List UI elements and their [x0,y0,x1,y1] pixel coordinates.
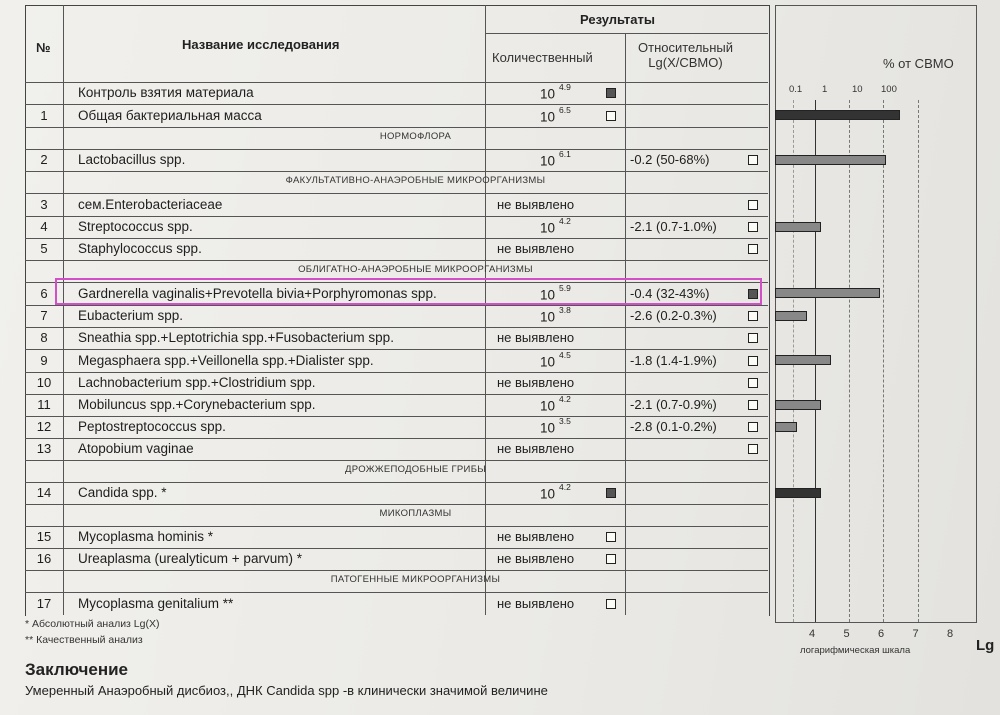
not-detected-label: не выявлено [497,375,575,390]
test-name: Lachnobacterium spp.+Clostridium spp. [78,375,316,390]
column-header-relative [638,40,733,70]
test-name: Lactobacillus spp. [78,152,186,167]
checkbox-marker [748,244,758,254]
row-number: 5 [40,241,48,256]
chart-bar [775,155,886,165]
quantitative-value: 10 $^{4.2}$ [540,216,571,236]
row-number: 8 [40,330,48,345]
percent-tick-label: 1 [822,84,828,95]
row-number: 11 [37,397,51,412]
relative-value: -2.8 (0.1-0.2%) [630,419,717,434]
test-name: Ureaplasma (urealyticum + parvum) * [78,551,302,566]
checkbox-marker [606,554,616,564]
row-divider [25,127,768,128]
quantitative-value: 10 $^{4.5}$ [540,349,571,369]
quantitative-value: 10 $^{4.9}$ [540,82,571,102]
quantitative-value: 10 $^{6.5}$ [540,104,571,124]
exponent: 5.9 [559,282,571,293]
quantitative-value: 10 $^{6.1}$ [540,149,571,169]
exponent: 4.5 [559,349,571,360]
divider [485,33,768,34]
test-name: Контроль взятия материала [78,85,254,100]
quantitative-value: 10 $^{4.2}$ [540,482,571,502]
chart-title: % от СВМО [883,56,954,71]
exponent: 4.2 [559,482,571,492]
not-detected-label: не выявлено [497,441,575,456]
row-number: 14 [36,485,52,500]
chart-bar [775,355,831,365]
row-number: 6 [40,285,48,301]
lg-tick-label: 5 [843,628,850,640]
row-divider [25,238,768,239]
test-name: Peptostreptococcus spp. [78,419,226,434]
test-name: Candida spp. * [78,485,167,500]
divider [25,82,768,83]
row-divider [25,416,768,417]
checkbox-marker [748,422,758,432]
row-number: 4 [40,219,48,234]
not-detected-label: не выявлено [497,330,575,345]
row-number: 7 [40,308,48,323]
section-header: ФАКУЛЬТАТИВНО-АНАЭРОБНЫЕ МИКРООРГАНИЗМЫ [285,175,546,186]
section-header: НОРМОФЛОРА [379,131,452,142]
quantitative-value: 10 $^{3.8}$ [540,305,571,325]
row-divider [25,460,768,461]
checkbox-marker [748,400,758,410]
row-divider [25,592,768,593]
section-header: МИКОПЛАЗМЫ [379,508,452,519]
row-number: 13 [36,441,52,456]
relative-header-line1: Относительный [638,40,733,55]
gridline [883,100,884,622]
not-detected-label: не выявлено [497,241,575,256]
percent-tick-label: 100 [881,84,897,95]
conclusion-text: Умеренный Анаэробный дисбиоз,, ДНК Candida spp -в клинически значимой величине [25,683,548,698]
test-name: Mycoplasma genitalium ** [78,595,234,611]
row-divider [25,372,768,373]
row-divider [25,504,768,505]
row-divider [25,526,768,527]
checkbox-marker [748,200,758,210]
percent-tick-label: 0.1 [789,84,803,95]
exponent: 6.5 [559,104,571,115]
relative-value: -2.1 (0.7-1.0%) [630,219,717,234]
test-name: Gardnerella vaginalis+Prevotella bivia+Porphyromonas spp. [78,285,437,301]
row-divider [25,216,768,217]
divider [625,33,626,615]
row-number: 2 [40,152,48,167]
section-header: ОБЛИГАТНО-АНАЭРОБНЫЕ МИКРООРГАНИЗМЫ [298,264,533,275]
row-number: 16 [36,551,52,566]
chart-bar [775,110,900,120]
checkbox-marker [748,444,758,454]
test-name: Staphylococcus spp. [78,241,202,256]
test-name: Streptococcus spp. [78,219,193,234]
lg-tick-label: 8 [947,628,954,640]
test-name: Megasphaera spp.+Veillonella spp.+Dialister spp. [78,352,374,368]
gridline [849,100,850,622]
checkbox-marker [606,488,616,498]
column-header-quantitative: Количественный [492,50,593,65]
relative-header-line2: Lg(X/СВМО) [648,55,723,70]
row-number: 15 [36,529,52,544]
quantitative-value: 10 $^{5.9}$ [540,282,571,302]
checkbox-marker [606,599,616,609]
footnote-qualitative: ** Качественный анализ [25,634,143,646]
relative-value: -2.1 (0.7-0.9%) [630,397,717,412]
divider [63,5,64,615]
row-divider [25,438,768,439]
not-detected-label: не выявлено [497,196,575,212]
test-name: Mobiluncus spp.+Corynebacterium spp. [78,397,316,412]
row-divider [25,171,768,172]
checkbox-marker [606,111,616,121]
checkbox-marker [748,155,758,165]
test-name: Sneathia spp.+Leptotrichia spp.+Fusobacterium spp. [78,330,394,345]
column-header-number: № [36,40,51,55]
checkbox-marker [748,222,758,232]
test-name: сем.Enterobacteriaceae [78,196,223,212]
relative-value: -0.4 (32-43%) [630,285,710,301]
row-divider [25,149,768,150]
test-name: Eubacterium spp. [78,308,184,323]
relative-value: -1.8 (1.4-1.9%) [630,352,717,368]
row-divider [25,327,768,328]
row-divider [25,482,768,483]
not-detected-label: не выявлено [497,595,575,611]
row-number: 9 [40,352,48,368]
gridline [918,100,919,622]
checkbox-marker [748,356,758,366]
section-header: ПАТОГЕННЫЕ МИКРООРГАНИЗМЫ [330,574,501,585]
exponent: 6.1 [559,149,571,159]
lg-axis-unit: Lg [976,637,995,654]
lg-tick-label: 4 [809,628,816,640]
exponent: 3.5 [559,416,571,426]
row-divider [25,570,768,571]
relative-value: -0.2 (50-68%) [630,152,710,167]
row-number: 1 [40,107,48,123]
row-number: 10 [36,375,52,390]
column-header-name: Название исследования [182,37,340,52]
percent-tick-label: 10 [852,84,863,95]
row-divider [25,260,768,261]
footnote-absolute: * Абсолютный анализ Lg(X) [25,618,160,630]
quantitative-value: 10 $^{3.5}$ [540,416,571,436]
chart-bar [775,311,807,321]
exponent: 4.2 [559,216,571,226]
chart-bar [775,400,821,410]
chart-bar [775,422,797,432]
quantitative-value: 10 $^{4.2}$ [540,394,571,414]
not-detected-label: не выявлено [497,529,575,544]
lg-axis-caption: логарифмическая шкала [800,645,911,656]
exponent: 3.8 [559,305,571,315]
highlight-marker [55,278,762,305]
test-name: Atopobium vaginae [78,441,194,456]
row-divider [25,193,768,194]
row-divider [25,305,768,306]
row-divider [25,394,768,395]
row-number: 12 [36,419,52,434]
test-name: Mycoplasma hominis * [78,529,214,544]
exponent: 4.2 [559,394,571,404]
column-header-results: Результаты [580,12,655,27]
section-header: ДРОЖЖЕПОДОБНЫЕ ГРИБЫ [345,464,486,475]
chart-bar [775,488,821,498]
relative-value: -2.6 (0.2-0.3%) [630,308,717,323]
chart-bar [775,222,821,232]
row-divider [25,349,768,350]
row-number: 3 [40,196,48,212]
exponent: 4.9 [559,82,571,92]
test-name: Общая бактериальная масса [78,107,262,123]
conclusion-title: Заключение [25,660,128,679]
lg-tick-label: 6 [878,628,885,640]
checkbox-marker [606,532,616,542]
divider [485,5,486,615]
checkbox-marker [606,88,616,98]
lg-tick-label: 7 [912,628,919,640]
not-detected-label: не выявлено [497,551,575,566]
row-number: 17 [36,595,52,611]
checkbox-marker [748,311,758,321]
row-divider [25,104,768,105]
checkbox-marker [748,378,758,388]
checkbox-marker [748,333,758,343]
chart-bar [775,288,880,298]
row-divider [25,548,768,549]
